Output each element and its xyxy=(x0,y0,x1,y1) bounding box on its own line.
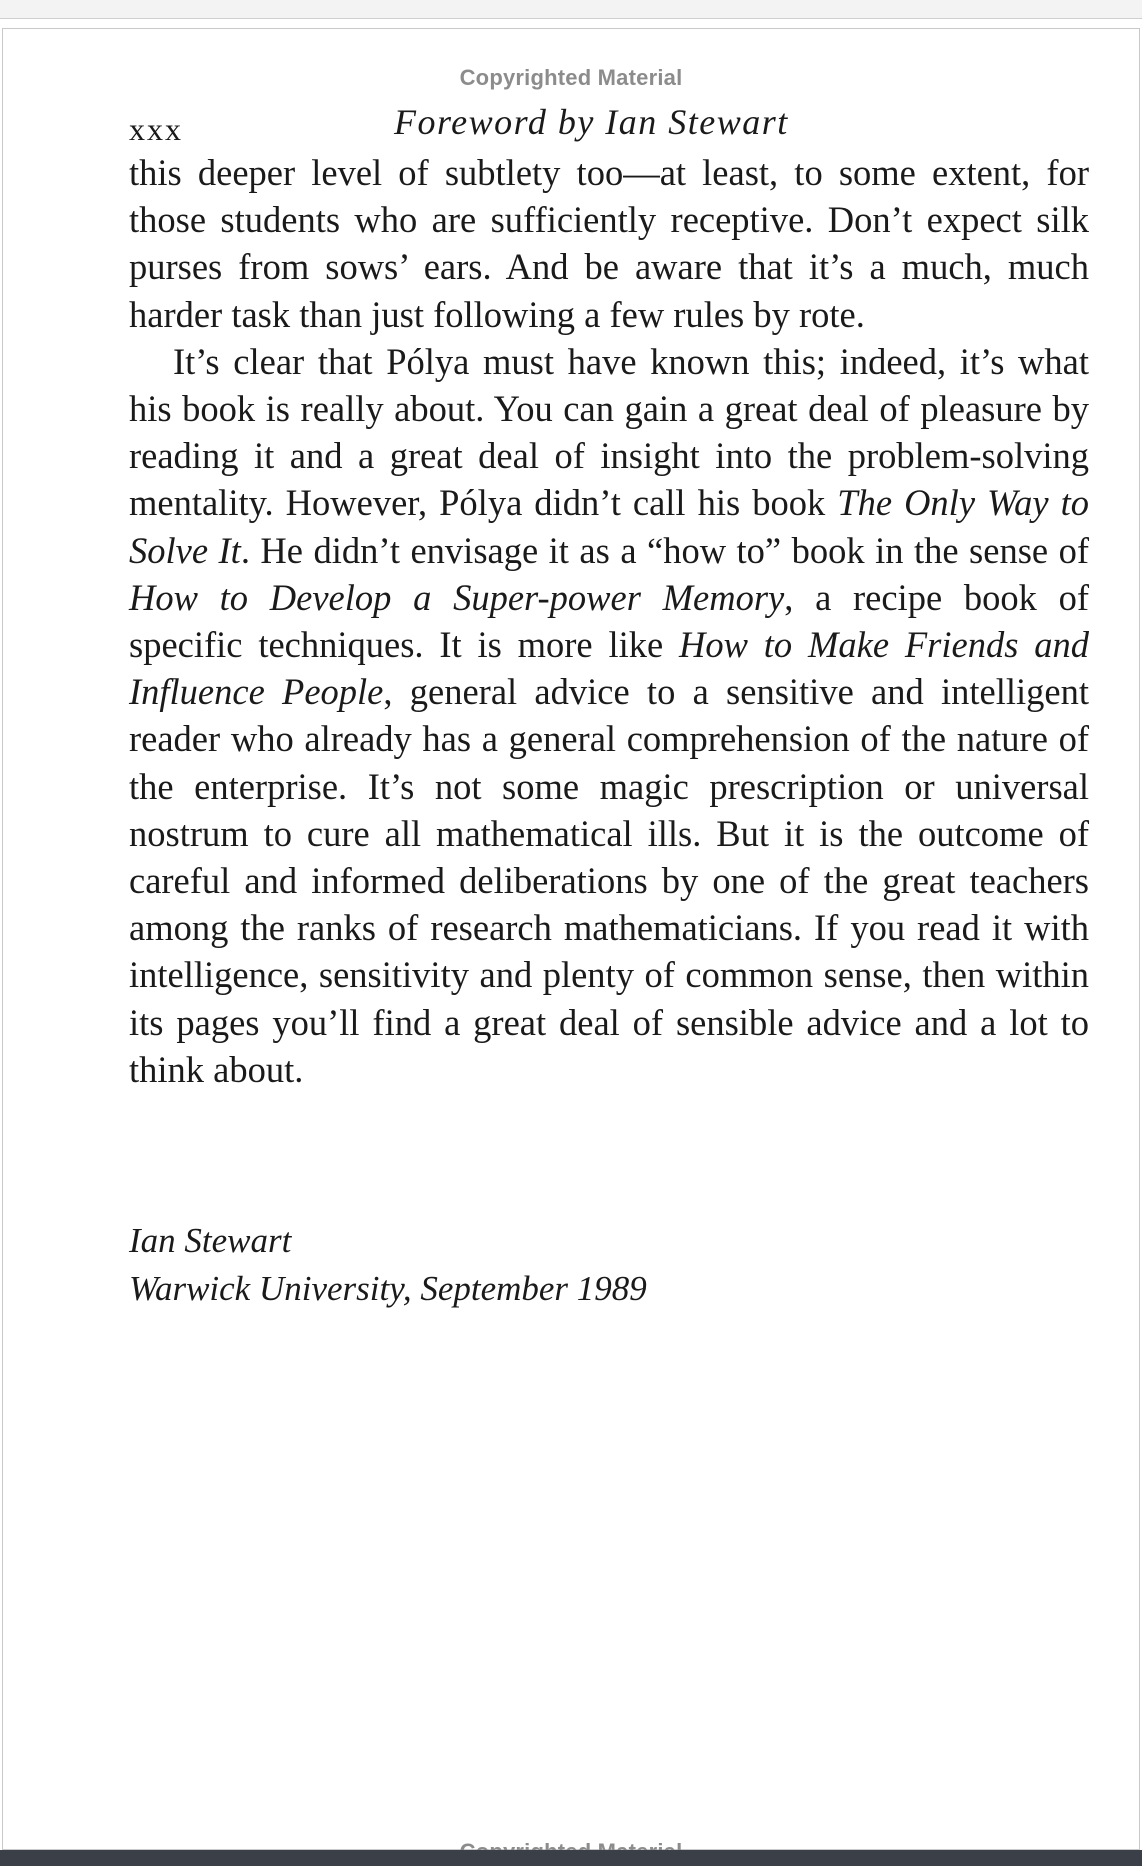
paragraph-2-text-2: . He didn’t envisage it as a “how to” book in the sense of xyxy=(240,529,1089,571)
signature-block xyxy=(129,1217,647,1313)
foreword-body xyxy=(129,149,1089,1093)
paragraph-2-text-3: , a recipe book of specific techniques. It is more like xyxy=(129,576,1089,666)
book-title-only-way: The Only Way to Solve It xyxy=(129,482,1089,571)
copyright-watermark-top: Copyrighted Material xyxy=(459,65,683,90)
paragraph-2-text-4: , general advice to a sensitive and intelligent reader who already has a general comprehension of the nature of the enterprise. It’s not some magic prescription or universal nostrum to cure all mathematical ills. But it is the outcome of careful and informed deliberations by one of the great teachers among the ranks of research mathematicians. If you read it with intelligence, sensitivity and plenty of common sense, then within its pages you’ll find a great deal of sensible advice and a lot to think about. xyxy=(129,671,1089,1090)
book-title-super-power-memory: How to Develop a Super-power Memory xyxy=(129,576,785,618)
signature-name: Ian Stewart xyxy=(129,1221,292,1260)
book-title-make-friends: How to Make Friends and Influence People xyxy=(129,624,1089,713)
paragraph-2 xyxy=(129,338,1089,1093)
paragraph-1: this deeper level of subtlety too—at least, to some extent, for those students who are sufficiently receptive. Don’t expect silk purses from sows’ ears. And be aware that it’s a much, much harder task than just following a few rules by rote. xyxy=(129,152,1089,335)
viewer-bottom-bar xyxy=(0,1850,1142,1866)
page-number: xxx xyxy=(129,111,183,147)
signature-affiliation: Warwick University, September 1989 xyxy=(129,1269,647,1308)
running-title: Foreword by Ian Stewart xyxy=(394,102,789,142)
running-head xyxy=(129,87,1089,147)
paragraph-2-text-1: It’s clear that Pólya must have known this; indeed, it’s what his book is really about. You can gain a great deal of pleasure by reading it and a great deal of insight into the problem-solving mentality. However, Pólya didn’t call his book xyxy=(129,340,1089,524)
book-page xyxy=(2,28,1140,1850)
viewer-top-strip xyxy=(0,0,1142,19)
